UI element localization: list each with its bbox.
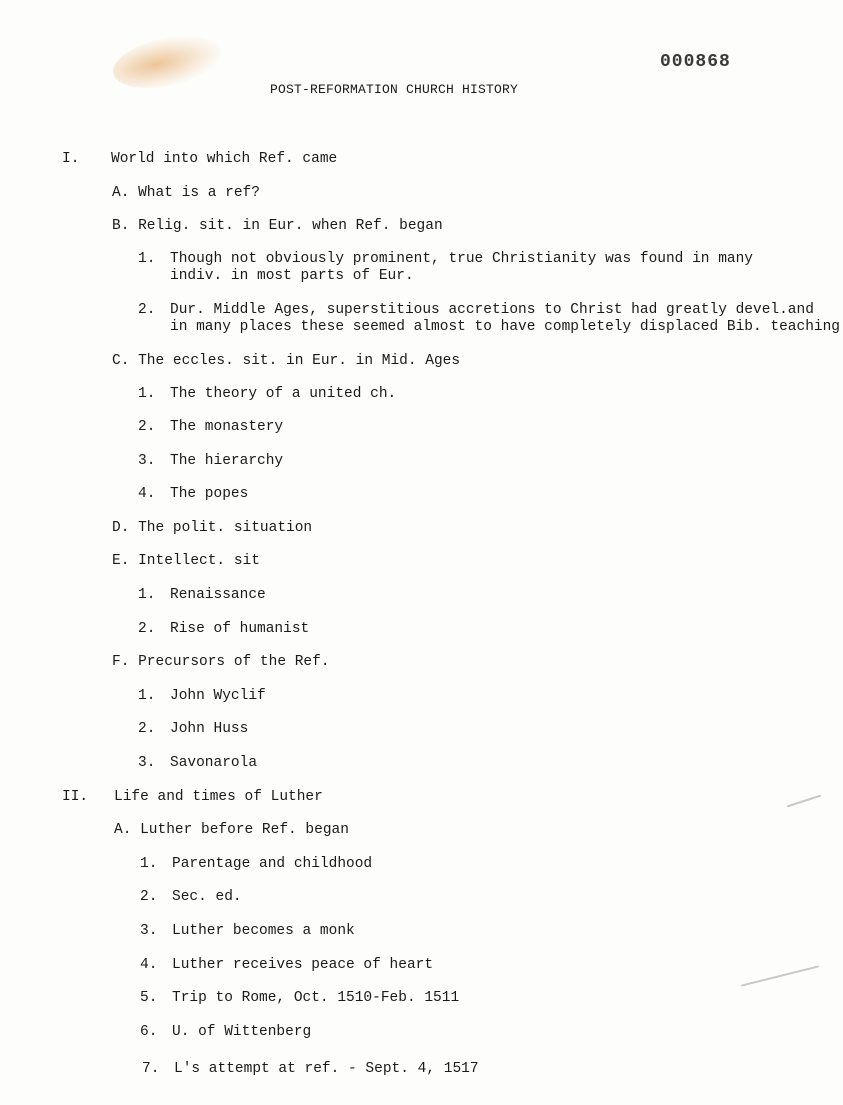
outline-subheading: A. What is a ref? <box>112 185 260 201</box>
item-number: 2. <box>138 621 156 637</box>
item-text: Sec. ed. <box>172 889 242 905</box>
section-numeral: I. <box>62 151 80 167</box>
outline-subheading: E. Intellect. sit <box>112 553 260 569</box>
item-text: The theory of a united ch. <box>170 386 397 402</box>
item-text: Renaissance <box>170 587 266 603</box>
item-text-line: Dur. Middle Ages, superstitious accretions to Christ had greatly devel.and <box>170 302 814 318</box>
item-text: U. of Wittenberg <box>172 1024 312 1040</box>
item-number: 2. <box>138 302 156 318</box>
item-text: John Huss <box>170 721 249 737</box>
item-number: 1. <box>138 688 156 704</box>
outline-subheading: F. Precursors of the Ref. <box>112 654 330 670</box>
item-text: Luther receives peace of heart <box>172 957 434 973</box>
item-text: The monastery <box>170 419 284 435</box>
item-text: Parentage and childhood <box>172 856 373 872</box>
outline-subheading: D. The polit. situation <box>112 520 313 536</box>
item-number: 2. <box>140 889 158 905</box>
item-number: 3. <box>140 923 158 939</box>
item-number: 1. <box>138 251 156 267</box>
item-text: The hierarchy <box>170 453 284 469</box>
stain-mark <box>108 27 226 97</box>
document-title: POST-REFORMATION CHURCH HISTORY <box>270 82 519 97</box>
item-number: 2. <box>138 721 156 737</box>
item-text-line: in many places these seemed almost to have completely displaced Bib. teaching <box>170 319 841 335</box>
item-number: 3. <box>138 453 156 469</box>
item-number: 4. <box>140 957 158 973</box>
outline-subheading: A. Luther before Ref. began <box>114 822 349 838</box>
item-text-line: indiv. in most parts of Eur. <box>170 268 414 284</box>
section-heading: Life and times of Luther <box>114 789 323 805</box>
outline-subheading: B. Relig. sit. in Eur. when Ref. began <box>112 218 443 234</box>
item-text: L's attempt at ref. - Sept. 4, 1517 <box>174 1061 479 1077</box>
item-text: Luther becomes a monk <box>172 923 355 939</box>
item-number: 1. <box>138 386 156 402</box>
item-number: 5. <box>140 990 158 1006</box>
item-text: Rise of humanist <box>170 621 310 637</box>
section-heading: World into which Ref. came <box>111 151 338 167</box>
item-text: Trip to Rome, Oct. 1510-Feb. 1511 <box>172 990 460 1006</box>
scan-smudge <box>741 965 819 986</box>
item-text: The popes <box>170 486 249 502</box>
item-number: 7. <box>142 1061 160 1077</box>
section-numeral: II. <box>62 789 89 805</box>
item-number: 1. <box>138 587 156 603</box>
item-number: 1. <box>140 856 158 872</box>
document-number: 000868 <box>660 52 731 72</box>
item-text-line: Though not obviously prominent, true Christianity was found in many <box>170 251 753 267</box>
item-number: 2. <box>138 419 156 435</box>
scan-smudge <box>787 794 822 807</box>
item-text: John Wyclif <box>170 688 266 704</box>
item-text: Savonarola <box>170 755 258 771</box>
outline-item-wrapped <box>170 251 753 285</box>
outline-item-wrapped <box>170 302 840 336</box>
item-number: 6. <box>140 1024 158 1040</box>
outline-subheading: C. The eccles. sit. in Eur. in Mid. Ages <box>112 353 461 369</box>
item-number: 3. <box>138 755 156 771</box>
item-number: 4. <box>138 486 156 502</box>
